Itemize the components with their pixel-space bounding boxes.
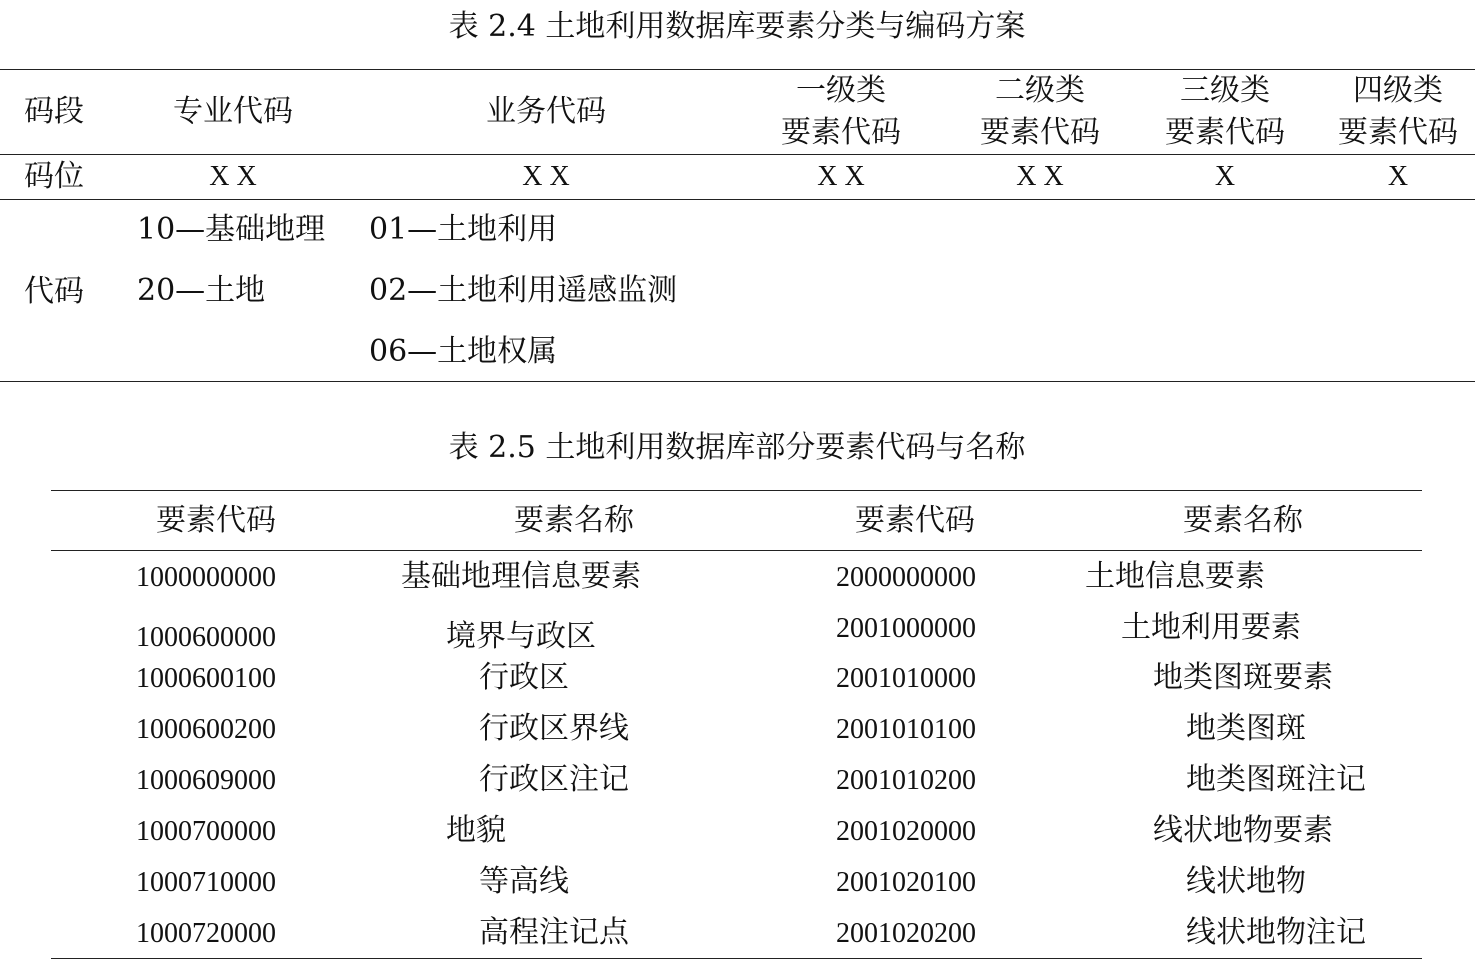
table2-row-name1: 高程注记点 <box>479 915 629 950</box>
table1-header-business: 业务代码 <box>486 94 606 129</box>
table2-caption: 表 2.5 土地利用数据库部分要素代码与名称 <box>448 430 1026 465</box>
table2-bottom-rule <box>51 958 1422 959</box>
table2-row-name1: 等高线 <box>479 864 569 899</box>
table1-header-segment: 码段 <box>24 94 84 129</box>
table2-row-code1: 1000609000 <box>136 765 276 796</box>
table1-header-level2-line2: 要素代码 <box>980 115 1100 150</box>
table2-row-code2: 2001010200 <box>836 765 976 796</box>
table1-header-rule <box>0 154 1475 155</box>
table2-header-code1: 要素代码 <box>156 503 276 538</box>
table2-row-name1: 行政区 <box>479 660 569 695</box>
table1-bottom-rule <box>0 381 1475 382</box>
table1-top-rule <box>0 69 1475 70</box>
table2-row-name2: 线状地物注记 <box>1186 915 1366 950</box>
table1-position-professional: X X <box>209 161 257 192</box>
table2-row-code1: 1000000000 <box>136 562 276 593</box>
table1-header-level1-line2: 要素代码 <box>781 115 901 150</box>
table1-header-professional: 专业代码 <box>173 94 293 129</box>
table2-row-name1: 地貌 <box>446 813 506 848</box>
table2-row-name2: 地类图斑注记 <box>1186 762 1366 797</box>
table2-row-code1: 1000600000 <box>136 622 276 653</box>
table1-header-level2-line1: 二级类 <box>995 73 1085 108</box>
table1-header-level1-line1: 一级类 <box>796 73 886 108</box>
table2-header-name2: 要素名称 <box>1183 503 1303 538</box>
table1-header-level4-line1: 四级类 <box>1353 73 1443 108</box>
table2-row-name1: 行政区界线 <box>479 711 629 746</box>
table1-position-level3: X <box>1214 161 1236 192</box>
table2-top-rule <box>51 490 1422 491</box>
table1-position-level4: X <box>1387 161 1409 192</box>
table2-row-name2: 地类图斑要素 <box>1153 660 1333 695</box>
table2-row-code2: 2001020000 <box>836 816 976 847</box>
table2-header-name1: 要素名称 <box>514 503 634 538</box>
table1-code-professional-1: 10—基础地理 <box>137 212 326 247</box>
table2-row-code2: 2001020200 <box>836 918 976 949</box>
table2-row-name2: 线状地物要素 <box>1153 813 1333 848</box>
table2-row-code2: 2001010000 <box>836 663 976 694</box>
table2-row-code2: 2001000000 <box>836 613 976 644</box>
table2-header-code2: 要素代码 <box>855 503 975 538</box>
table1-caption: 表 2.4 土地利用数据库要素分类与编码方案 <box>448 9 1026 44</box>
table2-row-code1: 1000700000 <box>136 816 276 847</box>
table1-code-business-2: 02—土地利用遥感监测 <box>369 273 678 308</box>
table2-row-code1: 1000600200 <box>136 714 276 745</box>
table2-row-name2: 地类图斑 <box>1186 711 1306 746</box>
table1-position-label: 码位 <box>24 159 84 194</box>
table2-row-name2: 线状地物 <box>1186 864 1306 899</box>
table1-position-business: X X <box>522 161 570 192</box>
table1-code-professional-2: 20—土地 <box>137 273 266 308</box>
table1-code-business-3: 06—土地权属 <box>369 334 558 369</box>
table2-row-code2: 2001010100 <box>836 714 976 745</box>
table2-row-code1: 1000710000 <box>136 867 276 898</box>
table1-code-business-1: 01—土地利用 <box>369 212 558 247</box>
table2-row-name2: 土地信息要素 <box>1085 559 1265 594</box>
table2-row-name1: 行政区注记 <box>479 762 629 797</box>
table2-row-code2: 2001020100 <box>836 867 976 898</box>
table2-row-code1: 1000720000 <box>136 918 276 949</box>
table2-header-rule <box>51 550 1422 551</box>
table2-row-name2: 土地利用要素 <box>1121 610 1301 645</box>
table2-row-code2: 2000000000 <box>836 562 976 593</box>
table1-header-level3-line2: 要素代码 <box>1165 115 1285 150</box>
table1-position-level2: X X <box>1016 161 1064 192</box>
table1-code-label: 代码 <box>24 274 84 309</box>
table2-row-code1: 1000600100 <box>136 663 276 694</box>
table2-row-name1: 境界与政区 <box>446 619 596 654</box>
table1-header-level3-line1: 三级类 <box>1180 73 1270 108</box>
table2-row-name1: 基础地理信息要素 <box>401 559 641 594</box>
table1-position-rule <box>0 199 1475 200</box>
table1-position-level1: X X <box>817 161 865 192</box>
table1-header-level4-line2: 要素代码 <box>1338 115 1458 150</box>
